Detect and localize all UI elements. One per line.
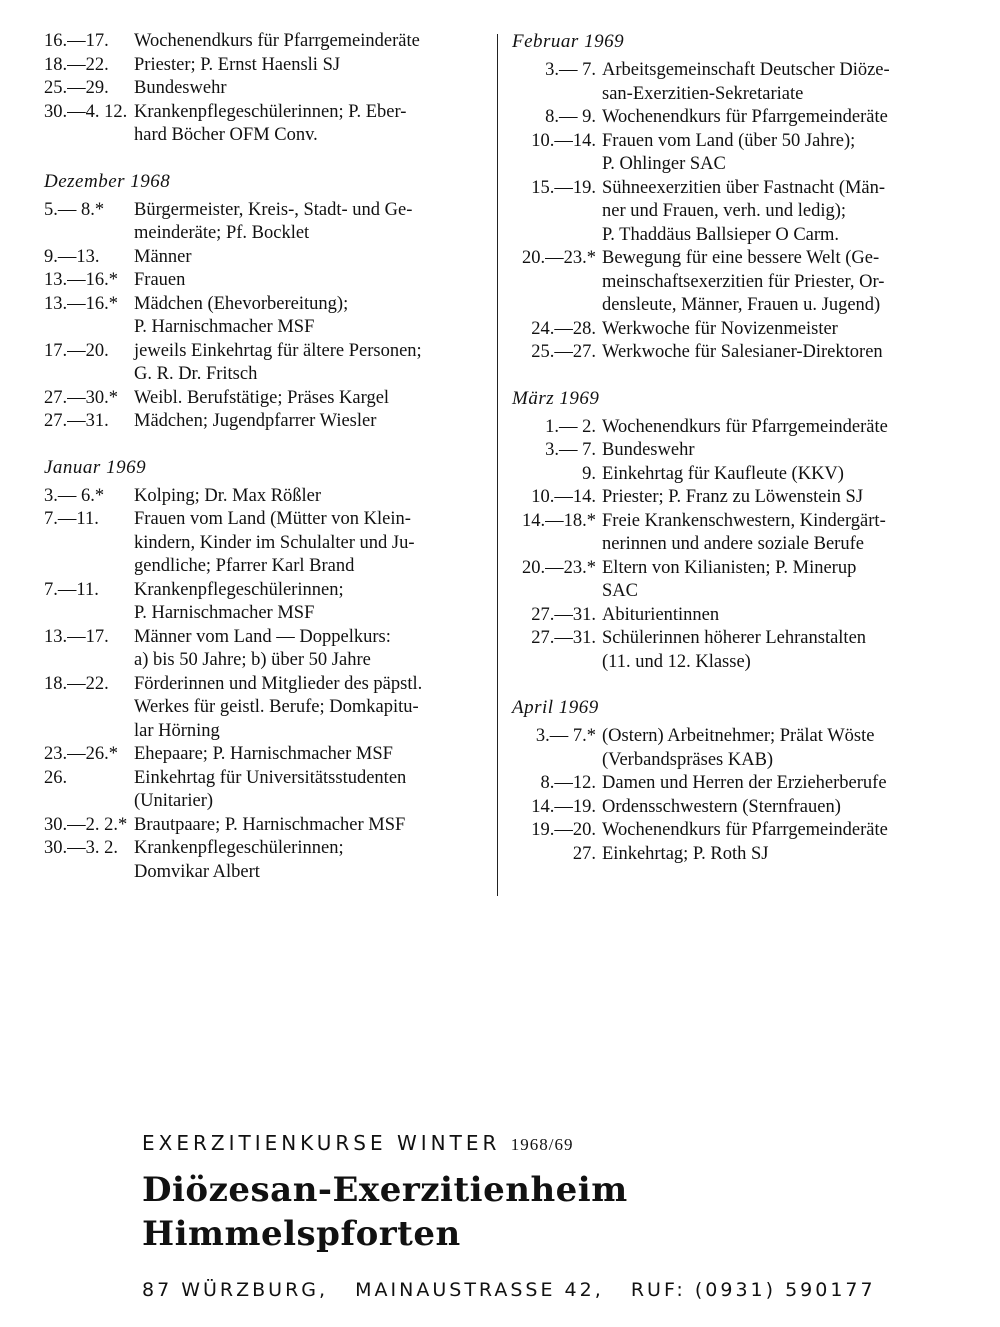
entry-text-line: Krankenpflegeschülerinnen; — [134, 579, 344, 600]
entry-date: 13.—16.* — [44, 293, 118, 314]
entry-date: 10.—14. — [531, 487, 596, 507]
entry-text-line: P. Harnischmacher MSF — [134, 603, 315, 623]
institution-name: Diözesan-Exerzitienheim Himmelspforten — [142, 1170, 628, 1254]
dezember-section — [44, 170, 484, 434]
entry-text — [134, 485, 484, 509]
column-divider — [497, 34, 498, 896]
schedule-entry — [512, 416, 952, 440]
schedule-entry — [512, 486, 952, 510]
schedule-entry — [512, 843, 952, 867]
entry-text-line: Einkehrtag für Kaufleute (KKV) — [602, 463, 844, 484]
entry-text — [134, 579, 484, 626]
entry-text-line: Priester; P. Franz zu Löwenstein SJ — [602, 487, 864, 507]
entry-text-line: Domvikar Albert — [134, 861, 260, 882]
entry-text — [602, 604, 952, 628]
entry-text-line: (Verbandspräses KAB) — [602, 749, 774, 770]
month-title-maerz: März 1969 — [512, 387, 600, 409]
entry-text — [134, 767, 484, 814]
entry-text-line: densleute, Männer, Frauen u. Jugend) — [602, 295, 881, 315]
entry-text-line: Arbeitsgemeinschaft Deutscher Diöze- — [602, 60, 890, 80]
entry-text — [602, 510, 952, 557]
entry-text-line: Einkehrtag für Universitätsstudenten — [134, 767, 407, 788]
entry-text-line: Bewegung für eine bessere Welt (Ge- — [602, 248, 880, 268]
entry-text-line: Krankenpflegeschülerinnen; — [134, 838, 344, 858]
entry-text-line: G. R. Dr. Fritsch — [134, 364, 258, 384]
entry-date: 30.—4. 12. — [44, 101, 128, 122]
schedule-entry — [512, 59, 952, 106]
entry-text — [134, 814, 484, 838]
entry-text-line: Bürgermeister, Kreis-, Stadt- und Ge- — [134, 199, 413, 220]
entry-text — [602, 59, 952, 106]
maerz-entries — [512, 416, 952, 675]
entry-text — [602, 843, 952, 867]
entry-text — [134, 626, 484, 673]
entry-text — [134, 54, 484, 78]
entry-text-line: Kolping; Dr. Max Rößler — [134, 485, 322, 506]
entry-text — [134, 246, 484, 270]
schedule-entry — [512, 247, 952, 318]
entry-text-line: Förderinnen und Mitglieder des päpstl. — [134, 673, 423, 694]
entry-text — [602, 177, 952, 248]
entry-text — [134, 508, 484, 579]
schedule-entry — [44, 579, 484, 626]
schedule-entry — [44, 837, 484, 884]
entry-date: 23.—26.* — [44, 744, 118, 764]
entry-text-line: SAC — [602, 581, 638, 601]
entry-text-line: Weibl. Berufstätige; Präses Kargel — [134, 387, 390, 408]
entry-date: 19.—20. — [531, 820, 596, 840]
entry-text — [134, 743, 484, 767]
schedule-entry — [44, 246, 484, 270]
entry-text-line: Ordensschwestern (Sternfrauen) — [602, 796, 841, 817]
dezember-entries — [44, 199, 484, 434]
entry-date: 10.—14. — [531, 130, 596, 151]
entry-date: 26. — [44, 767, 68, 788]
footer-title — [142, 1130, 922, 1158]
april-entries — [512, 725, 952, 866]
footer-years: 1968/69 — [510, 1135, 574, 1154]
schedule-entry — [44, 30, 484, 54]
entry-text-line: (Ostern) Arbeitnehmer; Prälat Wöste — [602, 726, 875, 746]
schedule-entry — [44, 199, 484, 246]
entry-text — [134, 101, 484, 148]
schedule-entry — [512, 772, 952, 796]
entry-date: 3.— 7. — [545, 60, 596, 80]
entry-date: 8.— 9. — [545, 107, 596, 127]
entry-text-line: Werkes für geistl. Berufe; Domkapitu- — [134, 697, 419, 717]
entry-text-line: Bundeswehr — [134, 78, 227, 98]
entry-text — [134, 77, 484, 101]
schedule-entry — [512, 796, 952, 820]
entry-text-line: P. Thaddäus Ballsieper O Carm. — [602, 224, 840, 245]
entry-text-line: Eltern von Kilianisten; P. Minerup — [602, 557, 857, 578]
entry-text — [134, 269, 484, 293]
entry-text-line: Priester; P. Ernst Haensli SJ — [134, 54, 341, 75]
entry-date: 27.—31. — [44, 411, 109, 431]
entry-text-line: Schülerinnen höherer Lehranstalten — [602, 628, 867, 648]
entry-text-line: Sühneexerzitien über Fastnacht (Män- — [602, 177, 886, 198]
schedule-entry — [44, 673, 484, 744]
entry-text-line: Krankenpflegeschülerinnen; P. Eber- — [134, 101, 407, 122]
footer — [142, 1130, 922, 1302]
schedule-entry — [44, 340, 484, 387]
entry-text-line: Brautpaare; P. Harnischmacher MSF — [134, 814, 406, 835]
januar-section — [44, 456, 484, 885]
entry-text — [602, 557, 952, 604]
entry-text-line: meinschaftsexerzitien für Priester, Or- — [602, 271, 885, 292]
schedule-entry — [44, 626, 484, 673]
schedule-entry — [512, 341, 952, 365]
entry-date: 3.— 7. — [545, 440, 596, 460]
schedule-entry — [512, 604, 952, 628]
schedule-entry — [512, 510, 952, 557]
entry-text — [602, 463, 952, 487]
entry-date: 25.—29. — [44, 78, 109, 98]
entry-text-line: (Unitarier) — [134, 791, 214, 811]
entry-text — [602, 819, 952, 843]
month-title-januar: Januar 1969 — [44, 456, 147, 478]
entry-text-line: Freie Krankenschwestern, Kindergärt- — [602, 510, 886, 531]
entry-text — [134, 340, 484, 387]
schedule-entry — [512, 463, 952, 487]
entry-date: 18.—22. — [44, 54, 109, 75]
entry-text-line: a) bis 50 Jahre; b) über 50 Jahre — [134, 650, 371, 670]
entry-date: 1.— 2. — [545, 416, 596, 437]
institution-address: 87 WÜRZBURG, MAINAUSTRASSE 42, RUF: (0931) 590177 — [142, 1279, 876, 1301]
entry-date: 20.—23.* — [522, 248, 596, 268]
entry-date: 18.—22. — [44, 673, 109, 694]
schedule-entry — [44, 54, 484, 78]
entry-text-line: Frauen vom Land (über 50 Jahre); — [602, 130, 856, 151]
schedule-entry — [512, 318, 952, 342]
entry-date: 8.—12. — [540, 773, 596, 793]
entry-text-line: Damen und Herren der Erzieherberufe — [602, 773, 887, 793]
entry-date: 25.—27. — [531, 342, 596, 362]
schedule-entry — [44, 387, 484, 411]
entry-text — [134, 199, 484, 246]
left-column — [44, 30, 484, 906]
schedule-entry — [44, 269, 484, 293]
schedule-entry — [44, 485, 484, 509]
schedule-entry — [512, 106, 952, 130]
entry-text — [602, 486, 952, 510]
entry-date: 30.—3. 2. — [44, 838, 118, 858]
entry-text-line: Mädchen; Jugendpfarrer Wiesler — [134, 411, 377, 431]
schedule-entry — [512, 819, 952, 843]
schedule-entry — [512, 439, 952, 463]
entry-text — [134, 293, 484, 340]
schedule-entry — [512, 627, 952, 674]
entry-text-line: Wochenendkurs für Pfarrgemeinderäte — [134, 31, 420, 51]
entry-text — [602, 416, 952, 440]
schedule-entry — [44, 767, 484, 814]
entry-text — [134, 387, 484, 411]
entry-text-line: Mädchen (Ehevorbereitung); — [134, 293, 349, 314]
entry-date: 30.—2. 2.* — [44, 814, 128, 835]
entry-text — [602, 796, 952, 820]
maerz-section — [512, 387, 952, 675]
schedule-entry — [512, 557, 952, 604]
schedule-entry — [44, 814, 484, 838]
entry-date: 27. — [572, 843, 596, 864]
entry-date: 9.—13. — [44, 246, 100, 267]
entry-date: 20.—23.* — [522, 557, 596, 578]
entry-text-line: Frauen vom Land (Mütter von Klein- — [134, 509, 411, 529]
entry-text-line: meinderäte; Pf. Bocklet — [134, 223, 310, 243]
month-title-dezember: Dezember 1968 — [44, 170, 171, 192]
entry-date: 16.—17. — [44, 31, 109, 51]
november-continued-section — [44, 30, 484, 148]
entry-date: 17.—20. — [44, 340, 109, 361]
entry-date: 9. — [582, 463, 596, 484]
entry-text-line: Ehepaare; P. Harnischmacher MSF — [134, 744, 393, 764]
entry-text — [602, 247, 952, 318]
entry-date: 7.—11. — [44, 509, 99, 529]
entry-text — [602, 772, 952, 796]
entry-text-line: Abiturientinnen — [602, 604, 720, 625]
entry-date: 7.—11. — [44, 579, 99, 600]
schedule-entry — [44, 101, 484, 148]
april-section — [512, 696, 952, 866]
entry-text-line: Wochenendkurs für Pfarrgemeinderäte — [602, 416, 888, 437]
month-title-april: April 1969 — [512, 697, 599, 718]
entry-text-line: P. Ohlinger SAC — [602, 154, 726, 174]
februar-entries — [512, 59, 952, 365]
entry-date: 27.—31. — [531, 604, 596, 625]
entry-text-line: Wochenendkurs für Pfarrgemeinderäte — [602, 820, 888, 840]
entry-text — [134, 410, 484, 434]
entry-text-line: P. Harnischmacher MSF — [134, 317, 315, 337]
entry-date: 5.— 8.* — [44, 199, 105, 220]
entry-text-line: Männer — [134, 246, 192, 267]
entry-text — [602, 106, 952, 130]
entry-text-line: (11. und 12. Klasse) — [602, 651, 751, 672]
schedule-entry — [44, 77, 484, 101]
entry-text-line: Frauen — [134, 270, 186, 290]
month-title-februar: Februar 1969 — [512, 31, 625, 52]
entry-text-line: san-Exerzitien-Sekretariate — [602, 83, 804, 104]
entry-date: 13.—17. — [44, 626, 109, 647]
schedule-entry — [44, 410, 484, 434]
entry-text-line: hard Böcher OFM Conv. — [134, 125, 318, 145]
schedule-entry — [44, 508, 484, 579]
schedule-entry — [44, 743, 484, 767]
entry-date: 14.—18.* — [522, 510, 596, 531]
entry-text — [602, 341, 952, 365]
entry-text-line: jeweils Einkehrtag für ältere Personen; — [134, 340, 422, 361]
entry-text — [602, 627, 952, 674]
entry-text-line: lar Hörning — [134, 720, 220, 741]
entry-text-line: kindern, Kinder im Schulalter und Ju- — [134, 532, 415, 553]
entry-text — [602, 725, 952, 772]
entry-date: 13.—16.* — [44, 270, 118, 290]
schedule-entry — [512, 725, 952, 772]
entry-text — [602, 318, 952, 342]
januar-entries — [44, 485, 484, 885]
entry-text-line: gendliche; Pfarrer Karl Brand — [134, 556, 355, 576]
entry-text — [134, 837, 484, 884]
entry-date: 3.— 7.* — [535, 726, 596, 746]
entry-text-line: Werkwoche für Salesianer-Direktoren — [602, 342, 883, 362]
footer-title-text: EXERZITIENKURSE WINTER — [142, 1131, 501, 1155]
entry-date: 24.—28. — [531, 318, 596, 339]
entry-date: 27.—30.* — [44, 387, 118, 408]
entry-date: 14.—19. — [531, 796, 596, 817]
schedule-entry — [44, 293, 484, 340]
schedule-entry — [512, 130, 952, 177]
entry-text-line: Einkehrtag; P. Roth SJ — [602, 843, 769, 864]
entry-text-line: Wochenendkurs für Pfarrgemeinderäte — [602, 107, 888, 127]
entry-text-line: Bundeswehr — [602, 440, 695, 460]
schedule-entry — [512, 177, 952, 248]
entry-date: 3.— 6.* — [44, 485, 105, 506]
entry-text — [602, 130, 952, 177]
entry-text — [134, 30, 484, 54]
entry-text-line: Werkwoche für Novizenmeister — [602, 318, 838, 339]
entry-text-line: Männer vom Land — Doppelkurs: — [134, 626, 391, 647]
entry-text — [602, 439, 952, 463]
entry-date: 15.—19. — [531, 177, 596, 198]
entry-text — [134, 673, 484, 744]
entry-date: 27.—31. — [531, 628, 596, 648]
entry-text-line: nerinnen und andere soziale Berufe — [602, 534, 864, 554]
right-column — [512, 30, 952, 888]
entry-text-line: ner und Frauen, verh. und ledig); — [602, 201, 847, 221]
februar-section — [512, 30, 952, 365]
